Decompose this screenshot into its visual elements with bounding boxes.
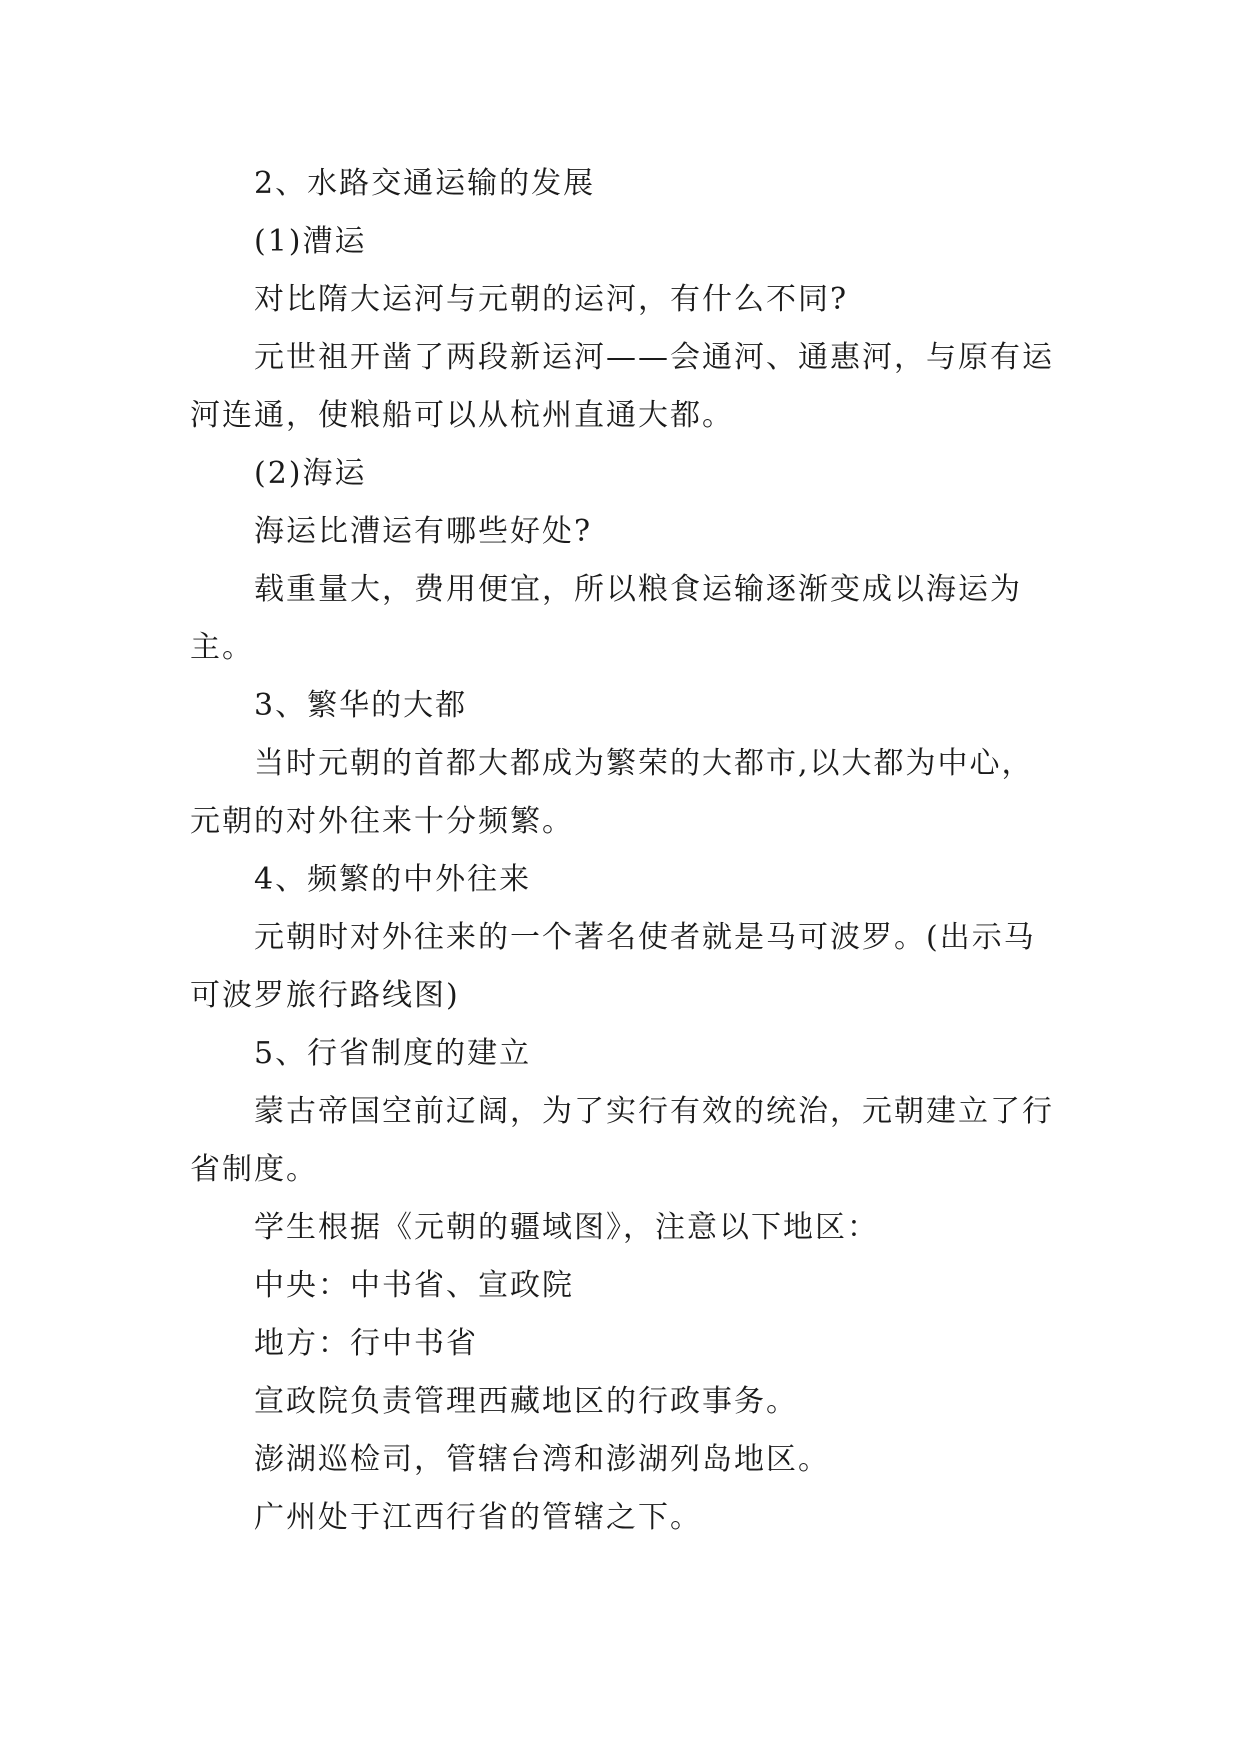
subheading-canal-transport: (1)漕运	[254, 224, 367, 259]
paragraph-xuanzheng-yuan: 宣政院负责管理西藏地区的行政事务。	[254, 1384, 798, 1419]
question-sea-transport-benefits: 海运比漕运有哪些好处?	[254, 514, 593, 549]
paragraph-new-canals: 元世祖开凿了两段新运河——会通河、通惠河，与原有运河连通，使粮船可以从杭州直通大都。	[190, 340, 1054, 433]
section-heading-dadu: 3、繁华的大都	[254, 688, 468, 723]
question-canal-comparison: 对比隋大运河与元朝的运河，有什么不同?	[254, 282, 849, 317]
list-item-local: 地方：行中书省	[254, 1326, 478, 1361]
paragraph-sea-transport-benefits: 载重量大，费用便宜，所以粮食运输逐渐变成以海运为主。	[190, 572, 1022, 665]
paragraph-territory-map: 学生根据《元朝的疆域图》，注意以下地区：	[254, 1210, 879, 1245]
subheading-sea-transport: (2)海运	[254, 456, 367, 491]
section-heading-water-transport: 2、水路交通运输的发展	[254, 166, 596, 201]
paragraph-dadu: 当时元朝的首都大都成为繁荣的大都市,以大都为中心，元朝的对外往来十分频繁。	[190, 746, 1034, 839]
list-item-central: 中央：中书省、宣政院	[254, 1268, 574, 1303]
paragraph-penghu: 澎湖巡检司，管辖台湾和澎湖列岛地区。	[254, 1442, 830, 1477]
paragraph-guangzhou: 广州处于江西行省的管辖之下。	[254, 1500, 702, 1535]
paragraph-marco-polo: 元朝时对外往来的一个著名使者就是马可波罗。(出示马可波罗旅行路线图)	[190, 920, 1036, 1013]
section-heading-foreign-exchange: 4、频繁的中外往来	[254, 862, 532, 897]
section-heading-province-system: 5、行省制度的建立	[254, 1036, 532, 1071]
document-body	[190, 155, 1060, 1547]
paragraph-province-system: 蒙古帝国空前辽阔，为了实行有效的统治，元朝建立了行省制度。	[190, 1094, 1054, 1187]
